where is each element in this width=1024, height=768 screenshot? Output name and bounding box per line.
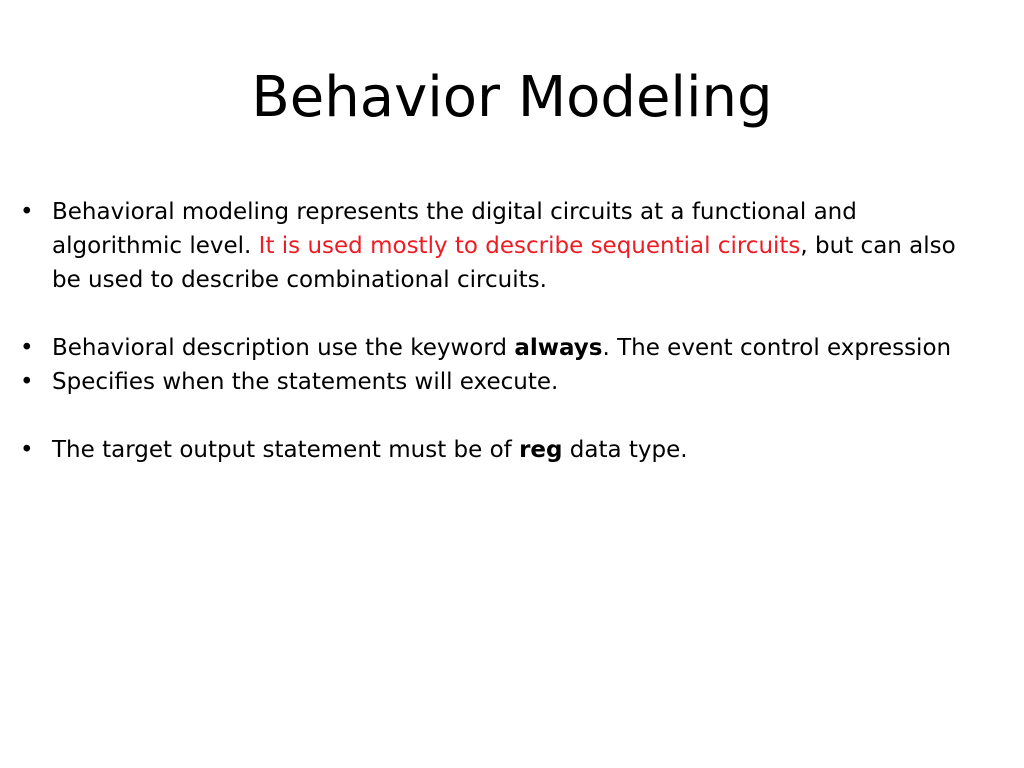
bullet-dot-icon: •: [20, 437, 34, 463]
bullet-item-always-keyword: [20, 331, 985, 365]
bullet-text: The target output statement must be of: [52, 437, 520, 463]
bullet-dot-icon: •: [20, 369, 34, 395]
bullet-item-specifies: [20, 365, 985, 399]
bullet-list: [20, 195, 985, 467]
bullet-spacer: [20, 297, 985, 331]
slide-title: Behavior Modeling: [251, 65, 773, 130]
bullet-text: , but can also be used to describe combinational circuits.: [52, 233, 956, 293]
keyword-always: always: [514, 335, 603, 361]
bullet-item-reg-type: [20, 433, 985, 467]
bullet-text: . The event control expression: [602, 335, 952, 361]
bullet-text: Behavioral modeling represents the digital circuits at a functional and algorithmic level.: [52, 199, 857, 259]
highlighted-text: It is used mostly to describe sequential circuits: [258, 233, 801, 259]
bullet-text: Behavioral description use the keyword: [52, 335, 515, 361]
bullet-text: data type.: [562, 437, 688, 463]
bullet-text: Specifies when the statements will execute.: [52, 369, 559, 395]
bullet-dot-icon: •: [20, 335, 34, 361]
bullet-item-behavioral-modeling: [20, 195, 985, 297]
bullet-dot-icon: •: [20, 199, 34, 225]
bullet-spacer: [20, 399, 985, 433]
keyword-reg: reg: [519, 437, 563, 463]
